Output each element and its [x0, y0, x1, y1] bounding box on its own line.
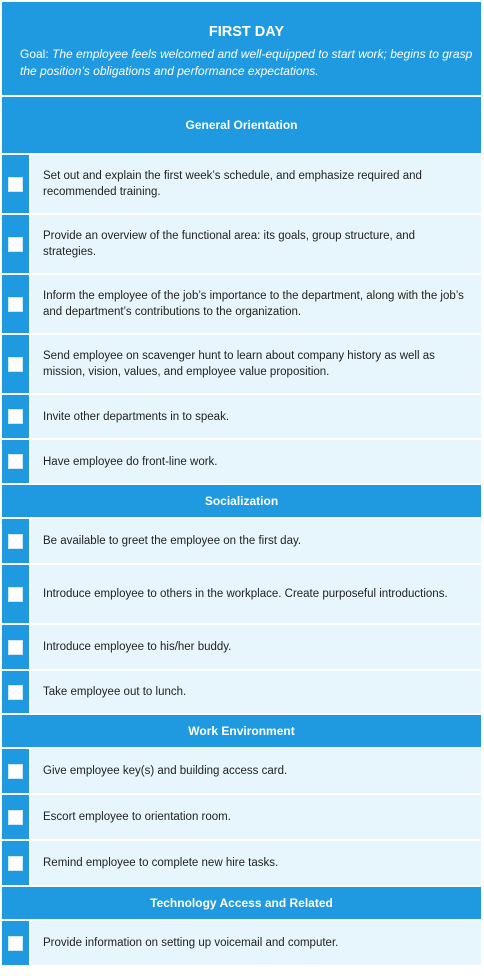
goal-text: The employee feels welcomed and well-equipped to start work; begins to grasp the position’s obligations and performance expectations. — [20, 47, 473, 78]
list-item — [2, 671, 481, 713]
checkbox-box[interactable] — [8, 357, 23, 372]
list-item — [2, 395, 481, 438]
item-text: Invite other departments in to speak. — [31, 395, 481, 438]
header — [2, 2, 481, 95]
list-item — [2, 565, 481, 623]
list-item — [2, 921, 481, 965]
item-text: Introduce employee to his/her buddy. — [31, 625, 481, 669]
checkbox-box[interactable] — [8, 587, 23, 602]
list-item — [2, 841, 481, 885]
list-item — [2, 155, 481, 213]
checkbox[interactable] — [2, 440, 29, 483]
checkbox[interactable] — [2, 155, 29, 213]
item-text: Inform the employee of the job’s importance to the department, along with the job’s and department’s contributions to the organization. — [31, 275, 481, 333]
list-item — [2, 335, 481, 393]
checkbox-box[interactable] — [8, 454, 23, 469]
checkbox[interactable] — [2, 795, 29, 839]
checkbox-box[interactable] — [8, 409, 23, 424]
checkbox-box[interactable] — [8, 810, 23, 825]
section-header-work-environment: Work Environment — [2, 715, 481, 747]
item-text: Introduce employee to others in the workplace. Create purposeful introductions. — [31, 565, 481, 623]
item-text: Give employee key(s) and building access card. — [31, 749, 481, 793]
checkbox[interactable] — [2, 215, 29, 273]
checkbox[interactable] — [2, 395, 29, 438]
list-item — [2, 625, 481, 669]
checkbox[interactable] — [2, 625, 29, 669]
checkbox[interactable] — [2, 519, 29, 563]
checkbox[interactable] — [2, 335, 29, 393]
item-text: Be available to greet the employee on the first day. — [31, 519, 481, 563]
checkbox-box[interactable] — [8, 177, 23, 192]
section-header-socialization: Socialization — [2, 485, 481, 517]
list-item — [2, 519, 481, 563]
checkbox-box[interactable] — [8, 297, 23, 312]
checkbox[interactable] — [2, 841, 29, 885]
list-item — [2, 795, 481, 839]
checkbox-box[interactable] — [8, 640, 23, 655]
checkbox-box[interactable] — [8, 685, 23, 700]
section-header-general-orientation: General Orientation — [2, 97, 481, 153]
list-item — [2, 215, 481, 273]
item-text: Have employee do front-line work. — [31, 440, 481, 483]
goal-statement — [20, 46, 473, 80]
item-text: Send employee on scavenger hunt to learn about company history as well as mission, vision, values, and employee value proposition. — [31, 335, 481, 393]
item-text: Provide an overview of the functional area: its goals, group structure, and strategies. — [31, 215, 481, 273]
item-text: Escort employee to orientation room. — [31, 795, 481, 839]
item-text: Remind employee to complete new hire tasks. — [31, 841, 481, 885]
checkbox-box[interactable] — [8, 534, 23, 549]
list-item — [2, 440, 481, 483]
item-text: Take employee out to lunch. — [31, 671, 481, 713]
checklist — [2, 2, 481, 965]
checkbox[interactable] — [2, 671, 29, 713]
goal-label: Goal: — [20, 47, 49, 61]
list-item — [2, 275, 481, 333]
checkbox-box[interactable] — [8, 856, 23, 871]
list-item — [2, 749, 481, 793]
page-title: FIRST DAY — [208, 24, 285, 40]
checkbox[interactable] — [2, 275, 29, 333]
checkbox[interactable] — [2, 921, 29, 965]
section-header-technology-access: Technology Access and Related — [2, 887, 481, 919]
checkbox-box[interactable] — [8, 764, 23, 779]
checkbox-box[interactable] — [8, 936, 23, 951]
checkbox[interactable] — [2, 749, 29, 793]
item-text: Provide information on setting up voicemail and computer. — [31, 921, 481, 965]
checkbox[interactable] — [2, 565, 29, 623]
checkbox-box[interactable] — [8, 237, 23, 252]
item-text: Set out and explain the first week’s schedule, and emphasize required and recommended training. — [31, 155, 481, 213]
